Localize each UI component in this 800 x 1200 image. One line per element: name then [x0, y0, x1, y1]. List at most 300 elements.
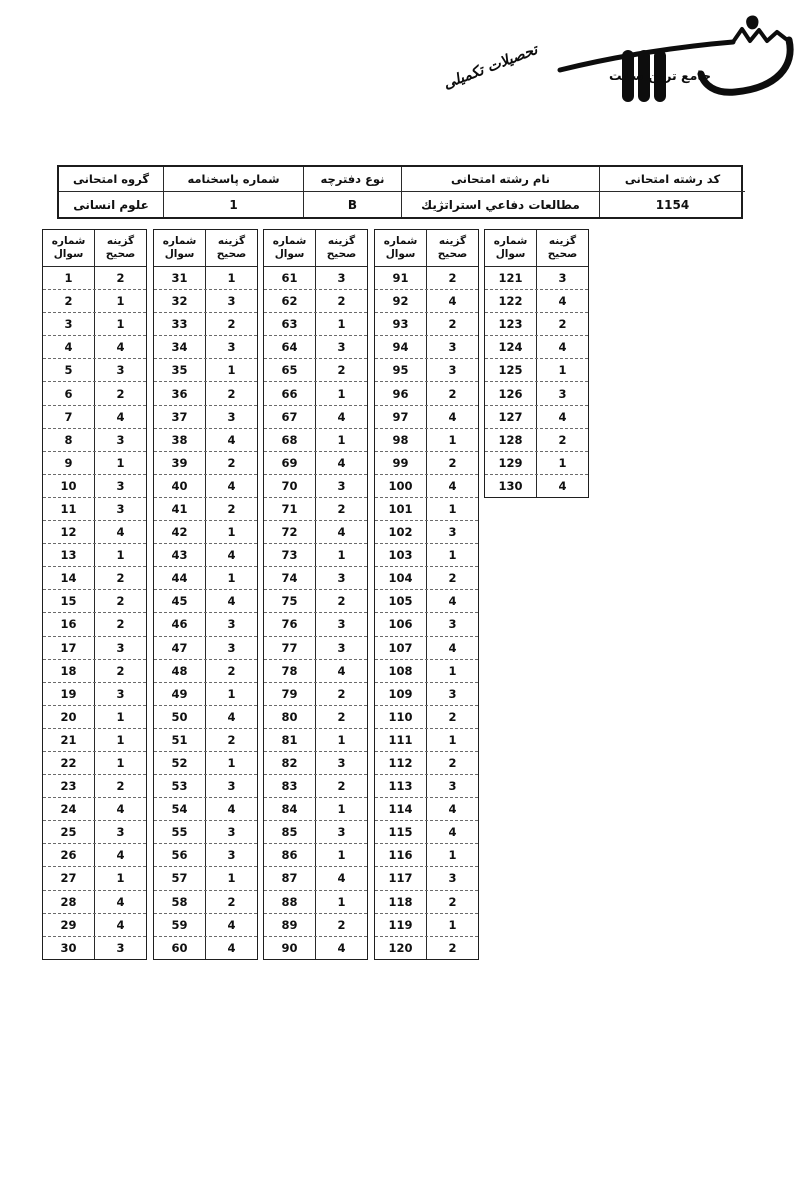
- answer-row: [43, 335, 146, 358]
- correct-option: 4: [448, 409, 457, 424]
- answer-column-header: گزینه صحیح: [437, 235, 468, 260]
- answer-row: [43, 751, 146, 774]
- answer-row: [375, 797, 478, 820]
- answer-key-group-header: [264, 230, 367, 267]
- correct-option: 3: [337, 571, 346, 586]
- question-number: 71: [264, 498, 316, 520]
- answer-row: [375, 682, 478, 705]
- question-number: 99: [375, 452, 427, 474]
- correct-option: 3: [227, 409, 236, 424]
- answer-row: [264, 543, 367, 566]
- answer-row: [264, 566, 367, 589]
- question-number: 130: [485, 475, 537, 497]
- question-number: 110: [375, 706, 427, 728]
- answer-key-group-1: [42, 229, 147, 960]
- correct-option: 3: [558, 271, 567, 286]
- question-number: 107: [375, 637, 427, 659]
- correct-option: 2: [337, 363, 346, 378]
- answer-row: [43, 936, 146, 959]
- answer-row: [375, 381, 478, 404]
- answer-row: [154, 682, 257, 705]
- answer-row: [485, 335, 588, 358]
- answer-row: [485, 312, 588, 335]
- correct-option: 3: [448, 340, 457, 355]
- answer-row: [375, 312, 478, 335]
- question-number: 76: [264, 613, 316, 635]
- answer-row: [154, 797, 257, 820]
- answer-row: [485, 474, 588, 497]
- correct-option: 3: [337, 478, 346, 493]
- question-number: 29: [43, 914, 95, 936]
- correct-option: 2: [116, 663, 125, 678]
- info-value-exam-group: علوم انسانی: [59, 192, 164, 217]
- info-value-answer-sheet-number: 1: [164, 192, 304, 217]
- correct-option: 1: [227, 756, 236, 771]
- correct-option: 3: [227, 640, 236, 655]
- question-number: 3: [43, 313, 95, 335]
- correct-option: 1: [337, 317, 346, 332]
- correct-option: 4: [227, 478, 236, 493]
- correct-option: 2: [448, 756, 457, 771]
- answer-row: [375, 866, 478, 889]
- answer-row: [264, 589, 367, 612]
- answer-row: [43, 566, 146, 589]
- question-column-header: شماره سوال: [485, 230, 537, 266]
- answer-row: [375, 612, 478, 635]
- correct-option: 1: [337, 432, 346, 447]
- correct-option: 3: [227, 779, 236, 794]
- question-number: 120: [375, 937, 427, 959]
- answer-row: [154, 612, 257, 635]
- correct-option: 4: [227, 432, 236, 447]
- answer-key-group-header: [43, 230, 146, 267]
- answer-row: [264, 612, 367, 635]
- question-number: 24: [43, 798, 95, 820]
- question-number: 63: [264, 313, 316, 335]
- correct-option: 4: [558, 340, 567, 355]
- correct-option: 4: [337, 525, 346, 540]
- correct-option: 1: [448, 848, 457, 863]
- correct-option: 2: [116, 271, 125, 286]
- answer-row: [154, 890, 257, 913]
- correct-option: 3: [558, 386, 567, 401]
- answer-row: [43, 267, 146, 289]
- correct-option: 1: [227, 871, 236, 886]
- correct-option: 2: [227, 732, 236, 747]
- question-number: 26: [43, 844, 95, 866]
- question-number: 124: [485, 336, 537, 358]
- question-number: 126: [485, 382, 537, 404]
- correct-option: 1: [116, 317, 125, 332]
- answer-row: [375, 843, 478, 866]
- correct-option: 2: [337, 709, 346, 724]
- question-number: 79: [264, 683, 316, 705]
- question-number: 36: [154, 382, 206, 404]
- answer-row: [154, 312, 257, 335]
- answer-row: [43, 543, 146, 566]
- answer-row: [154, 289, 257, 312]
- correct-option: 4: [116, 802, 125, 817]
- info-label-answer-sheet-number: شماره پاسخنامه: [164, 167, 304, 192]
- question-number: 39: [154, 452, 206, 474]
- answer-row: [154, 543, 257, 566]
- correct-option: 3: [116, 686, 125, 701]
- answer-row: [154, 705, 257, 728]
- question-number: 8: [43, 429, 95, 451]
- correct-option: 2: [227, 317, 236, 332]
- correct-option: 4: [558, 478, 567, 493]
- answer-row: [264, 682, 367, 705]
- question-number: 11: [43, 498, 95, 520]
- correct-option: 1: [558, 363, 567, 378]
- correct-option: 1: [116, 709, 125, 724]
- answer-row: [375, 543, 478, 566]
- question-number: 93: [375, 313, 427, 335]
- answer-row: [375, 474, 478, 497]
- question-number: 31: [154, 267, 206, 289]
- correct-option: 2: [116, 779, 125, 794]
- answer-row: [154, 820, 257, 843]
- question-number: 73: [264, 544, 316, 566]
- answer-key-group-3: [263, 229, 368, 960]
- answer-row: [264, 312, 367, 335]
- answer-row: [154, 566, 257, 589]
- question-number: 80: [264, 706, 316, 728]
- answer-row: [375, 820, 478, 843]
- question-number: 112: [375, 752, 427, 774]
- correct-option: 4: [337, 663, 346, 678]
- question-number: 50: [154, 706, 206, 728]
- question-number: 18: [43, 660, 95, 682]
- correct-option: 1: [337, 548, 346, 563]
- correct-option: 3: [116, 501, 125, 516]
- correct-option: 3: [448, 686, 457, 701]
- correct-option: 4: [116, 848, 125, 863]
- answer-row: [43, 289, 146, 312]
- correct-option: 2: [448, 894, 457, 909]
- correct-option: 2: [448, 940, 457, 955]
- question-number: 62: [264, 290, 316, 312]
- correct-option: 3: [227, 617, 236, 632]
- answer-row: [154, 659, 257, 682]
- correct-option: 2: [448, 571, 457, 586]
- answer-row: [43, 428, 146, 451]
- correct-option: 2: [337, 917, 346, 932]
- question-number: 125: [485, 359, 537, 381]
- question-number: 55: [154, 821, 206, 843]
- question-number: 105: [375, 590, 427, 612]
- correct-option: 1: [448, 432, 457, 447]
- question-number: 45: [154, 590, 206, 612]
- answer-row: [154, 451, 257, 474]
- question-number: 77: [264, 637, 316, 659]
- question-number: 51: [154, 729, 206, 751]
- answer-row: [154, 381, 257, 404]
- question-number: 23: [43, 775, 95, 797]
- correct-option: 4: [558, 409, 567, 424]
- answer-row: [264, 451, 367, 474]
- info-label-booklet-type: نوع دفترچه: [304, 167, 402, 192]
- answer-row: [375, 936, 478, 959]
- answer-row: [43, 797, 146, 820]
- question-number: 118: [375, 891, 427, 913]
- question-number: 119: [375, 914, 427, 936]
- question-number: 95: [375, 359, 427, 381]
- answer-row: [154, 843, 257, 866]
- answer-row: [43, 358, 146, 381]
- answer-row: [264, 659, 367, 682]
- question-number: 98: [375, 429, 427, 451]
- correct-option: 1: [558, 455, 567, 470]
- correct-option: 3: [227, 294, 236, 309]
- info-value-exam-code: 1154: [655, 197, 690, 212]
- correct-option: 3: [337, 640, 346, 655]
- correct-option: 2: [448, 455, 457, 470]
- correct-option: 1: [227, 571, 236, 586]
- answer-row: [264, 774, 367, 797]
- question-number: 86: [264, 844, 316, 866]
- answer-key-group-4: [374, 229, 479, 960]
- correct-option: 1: [448, 917, 457, 932]
- answer-row: [264, 797, 367, 820]
- question-number: 127: [485, 406, 537, 428]
- question-number: 96: [375, 382, 427, 404]
- correct-option: 4: [448, 640, 457, 655]
- question-number: 14: [43, 567, 95, 589]
- answer-row: [43, 405, 146, 428]
- correct-option: 4: [116, 894, 125, 909]
- correct-option: 4: [337, 940, 346, 955]
- correct-option: 2: [227, 894, 236, 909]
- correct-option: 2: [558, 317, 567, 332]
- correct-option: 4: [448, 802, 457, 817]
- question-number: 22: [43, 752, 95, 774]
- correct-option: 3: [448, 779, 457, 794]
- question-number: 61: [264, 267, 316, 289]
- correct-option: 3: [227, 825, 236, 840]
- question-number: 49: [154, 683, 206, 705]
- question-number: 10: [43, 475, 95, 497]
- question-number: 54: [154, 798, 206, 820]
- question-number: 85: [264, 821, 316, 843]
- info-value-booklet-type: B: [304, 192, 402, 217]
- answer-row: [154, 936, 257, 959]
- question-column-header: شماره سوال: [375, 230, 427, 266]
- correct-option: 4: [227, 940, 236, 955]
- answer-row: [375, 428, 478, 451]
- answer-row: [264, 820, 367, 843]
- correct-option: 1: [448, 663, 457, 678]
- question-number: 74: [264, 567, 316, 589]
- question-number: 67: [264, 406, 316, 428]
- question-number: 89: [264, 914, 316, 936]
- answer-row: [43, 636, 146, 659]
- question-number: 64: [264, 336, 316, 358]
- answer-row: [264, 936, 367, 959]
- info-label-exam-name: نام رشته امتحانی: [402, 167, 600, 192]
- question-number: 47: [154, 637, 206, 659]
- answer-key-group-header: [154, 230, 257, 267]
- question-number: 75: [264, 590, 316, 612]
- answer-row: [264, 890, 367, 913]
- question-number: 17: [43, 637, 95, 659]
- question-column-header: شماره سوال: [264, 230, 316, 266]
- question-number: 84: [264, 798, 316, 820]
- question-number: 20: [43, 706, 95, 728]
- question-number: 43: [154, 544, 206, 566]
- correct-option: 1: [337, 894, 346, 909]
- question-number: 15: [43, 590, 95, 612]
- answer-row: [485, 358, 588, 381]
- question-number: 37: [154, 406, 206, 428]
- question-number: 121: [485, 267, 537, 289]
- answer-row: [375, 358, 478, 381]
- question-number: 122: [485, 290, 537, 312]
- question-number: 35: [154, 359, 206, 381]
- answer-row: [375, 589, 478, 612]
- answer-row: [43, 451, 146, 474]
- answer-row: [43, 913, 146, 936]
- correct-option: 3: [116, 478, 125, 493]
- question-number: 41: [154, 498, 206, 520]
- answer-row: [485, 289, 588, 312]
- info-label-exam-code: کد رشته امتحانی: [600, 167, 745, 192]
- correct-option: 4: [116, 525, 125, 540]
- answer-row: [154, 520, 257, 543]
- answer-row: [154, 866, 257, 889]
- answer-row: [485, 381, 588, 404]
- question-number: 57: [154, 867, 206, 889]
- answer-row: [154, 335, 257, 358]
- answer-row: [375, 728, 478, 751]
- answer-row: [485, 405, 588, 428]
- answer-row: [43, 705, 146, 728]
- question-number: 106: [375, 613, 427, 635]
- answer-row: [264, 428, 367, 451]
- correct-option: 3: [337, 271, 346, 286]
- answer-row: [264, 751, 367, 774]
- correct-option: 2: [448, 709, 457, 724]
- info-value-exam-name: مطالعات دفاعي استراتژيك: [402, 192, 600, 217]
- correct-option: 1: [337, 848, 346, 863]
- question-number: 87: [264, 867, 316, 889]
- question-number: 33: [154, 313, 206, 335]
- correct-option: 2: [227, 455, 236, 470]
- answer-row: [485, 267, 588, 289]
- question-number: 6: [43, 382, 95, 404]
- correct-option: 1: [448, 501, 457, 516]
- question-number: 68: [264, 429, 316, 451]
- question-number: 30: [43, 937, 95, 959]
- question-number: 58: [154, 891, 206, 913]
- question-number: 101: [375, 498, 427, 520]
- answer-row: [43, 866, 146, 889]
- answer-row: [264, 913, 367, 936]
- question-column-header: شماره سوال: [43, 230, 95, 266]
- correct-option: 4: [448, 594, 457, 609]
- answer-row: [375, 566, 478, 589]
- answer-row: [43, 497, 146, 520]
- correct-option: 3: [116, 363, 125, 378]
- correct-option: 4: [448, 825, 457, 840]
- answer-row: [264, 866, 367, 889]
- question-number: 59: [154, 914, 206, 936]
- correct-option: 1: [337, 802, 346, 817]
- correct-option: 2: [448, 386, 457, 401]
- answer-column-header: گزینه صحیح: [547, 235, 578, 260]
- answer-row: [375, 636, 478, 659]
- answer-row: [154, 267, 257, 289]
- correct-option: 3: [337, 756, 346, 771]
- correct-option: 4: [448, 478, 457, 493]
- answer-row: [264, 267, 367, 289]
- question-number: 88: [264, 891, 316, 913]
- correct-option: 4: [337, 871, 346, 886]
- correct-option: 1: [227, 363, 236, 378]
- question-column-header: شماره سوال: [154, 230, 206, 266]
- answer-column-header: گزینه صحیح: [105, 235, 136, 260]
- question-number: 46: [154, 613, 206, 635]
- question-number: 81: [264, 729, 316, 751]
- answer-row: [43, 682, 146, 705]
- correct-option: 2: [558, 432, 567, 447]
- logo-tagline-plain: جامع ترین سایت: [609, 68, 712, 83]
- question-number: 38: [154, 429, 206, 451]
- correct-option: 4: [116, 340, 125, 355]
- question-number: 72: [264, 521, 316, 543]
- question-number: 52: [154, 752, 206, 774]
- correct-option: 4: [227, 802, 236, 817]
- correct-option: 4: [116, 917, 125, 932]
- question-number: 111: [375, 729, 427, 751]
- answer-row: [264, 335, 367, 358]
- answer-row: [375, 890, 478, 913]
- answer-row: [264, 705, 367, 728]
- answer-row: [264, 497, 367, 520]
- answer-row: [43, 312, 146, 335]
- question-number: 114: [375, 798, 427, 820]
- answer-row: [154, 751, 257, 774]
- question-number: 102: [375, 521, 427, 543]
- question-number: 97: [375, 406, 427, 428]
- answer-row: [43, 843, 146, 866]
- correct-option: 1: [337, 732, 346, 747]
- correct-option: 3: [227, 848, 236, 863]
- answer-row: [264, 474, 367, 497]
- answer-row: [485, 428, 588, 451]
- answer-row: [154, 358, 257, 381]
- question-number: 28: [43, 891, 95, 913]
- correct-option: 1: [116, 756, 125, 771]
- answer-row: [375, 267, 478, 289]
- answer-row: [375, 451, 478, 474]
- answer-row: [375, 751, 478, 774]
- correct-option: 3: [337, 617, 346, 632]
- answer-row: [43, 774, 146, 797]
- answer-row: [485, 451, 588, 474]
- answer-row: [154, 728, 257, 751]
- question-number: 123: [485, 313, 537, 335]
- answer-row: [154, 636, 257, 659]
- question-number: 1: [43, 267, 95, 289]
- correct-option: 4: [558, 294, 567, 309]
- answer-row: [154, 497, 257, 520]
- correct-option: 1: [448, 732, 457, 747]
- answer-row: [43, 820, 146, 843]
- correct-option: 3: [337, 340, 346, 355]
- correct-option: 2: [448, 317, 457, 332]
- question-number: 82: [264, 752, 316, 774]
